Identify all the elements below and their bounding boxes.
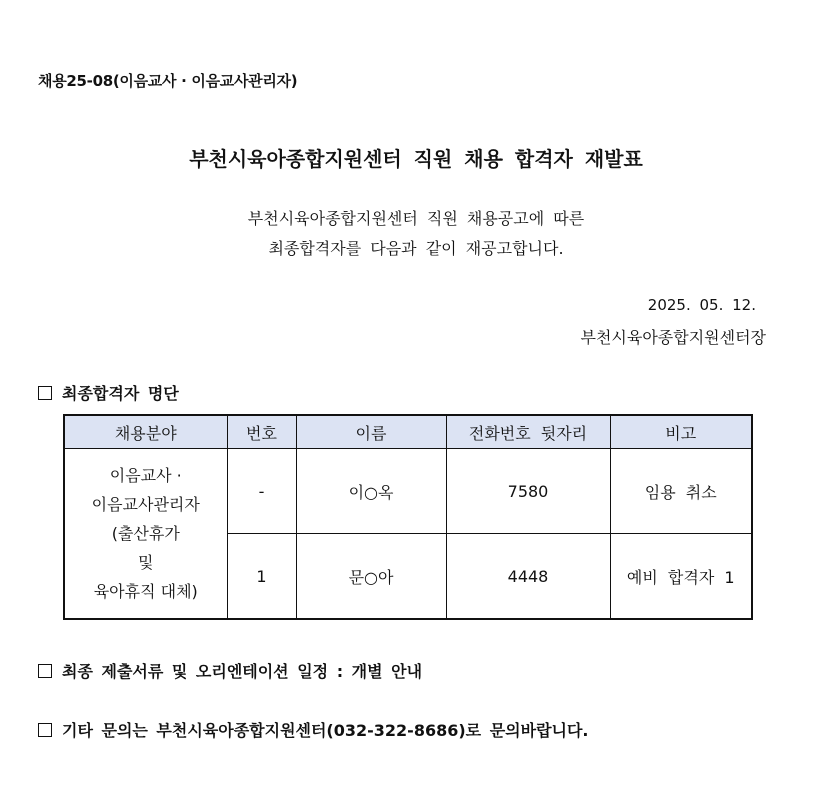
section-schedule [38,659,422,682]
cell-recruitment-field [64,449,227,620]
table-row [64,449,752,534]
section-final-list [38,381,179,404]
issuing-organization: 부천시육아종합지원센터장 [580,328,766,347]
page-title: 부천시육아종합지원센터 직원 채용 합격자 재발표 [189,147,643,171]
table-header-row [64,415,752,449]
cell-name: 이○옥 [296,449,446,534]
section-contact [38,718,589,741]
field-line: (출산휴가 [111,524,180,543]
section-final-list-label: 최종합격자 명단 [62,384,179,403]
cell-number: - [227,449,296,534]
field-line: 이음교사 · [109,466,182,485]
intro-line-2: 최종합격자를 다음과 같이 재공고합니다. [268,239,564,258]
header-field: 채용분야 [64,415,227,449]
field-line: 및 [138,553,154,572]
intro-line-1: 부천시육아종합지원센터 직원 채용공고에 따른 [247,209,585,228]
checkbox-square-icon [38,386,52,400]
section-contact-label: 기타 문의는 부천시육아종합지원센터(032-322-8686)로 문의바랍니다. [62,721,589,740]
cell-number: 1 [227,534,296,620]
cell-note: 임용 취소 [610,449,752,534]
checkbox-square-icon [38,664,52,678]
cell-phone: 7580 [446,449,610,534]
announcement-date: 2025. 05. 12. [647,296,756,314]
header-number: 번호 [227,415,296,449]
cell-name: 문○아 [296,534,446,620]
recruitment-reference: 채용25-08(이음교사 · 이음교사관리자) [38,72,298,90]
section-schedule-label: 최종 제출서류 및 오리엔테이션 일정 : 개별 안내 [62,662,423,681]
header-phone: 전화번호 뒷자리 [446,415,610,449]
final-candidates-table [63,414,753,620]
field-line: 이음교사관리자 [91,495,200,514]
cell-note: 예비 합격자 1 [610,534,752,620]
checkbox-square-icon [38,723,52,737]
field-line: 육아휴직 대체) [93,582,198,601]
cell-phone: 4448 [446,534,610,620]
header-note: 비고 [610,415,752,449]
header-name: 이름 [296,415,446,449]
